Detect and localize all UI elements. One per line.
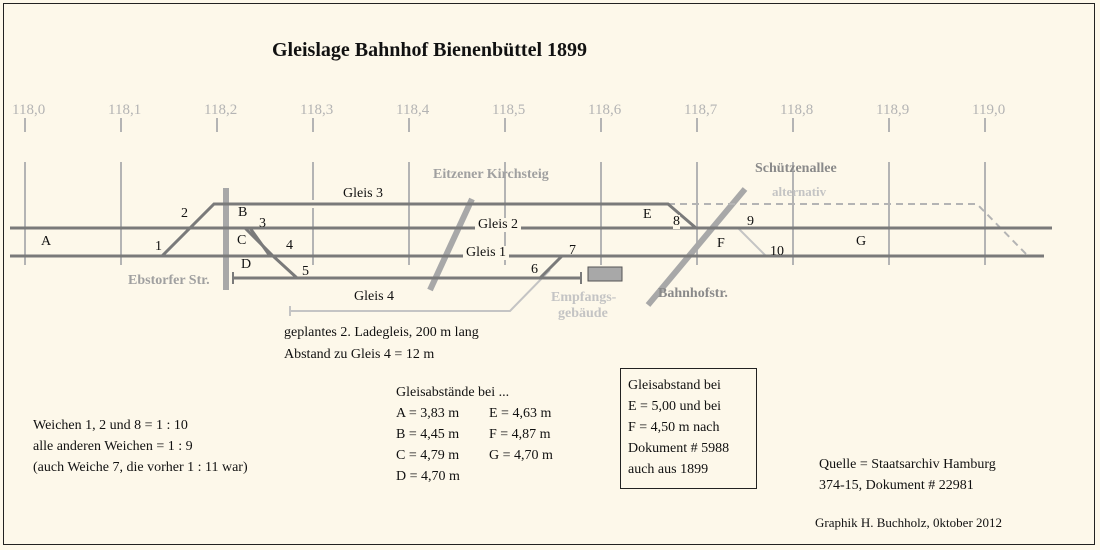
gleis-4-label: Gleis 4 [354,289,395,304]
road-label-bahnhofstr: Bahnhofstr. [658,286,728,301]
abstaende-heading: Gleisabstände bei ... [396,385,510,400]
credit: Graphik H. Buchholz, 0ktober 2012 [815,515,1003,530]
km-label: 118,8 [780,102,814,118]
source-line1: Quelle = Staatsarchiv Hamburg [819,457,996,472]
switch-number: 8 [673,214,680,229]
switch-number: 1 [155,239,162,254]
gleis-4-line [245,228,580,278]
abstand-b: B = 4,45 m [396,427,460,442]
switch-number: 5 [302,264,309,279]
alternative-connector [738,228,766,256]
km-label: 118,9 [876,102,910,118]
gleis-3-label: Gleis 3 [340,187,386,201]
switch-number: 6 [531,262,538,277]
gleis-2-label: Gleis 2 [475,218,521,232]
empfang-label-1: Empfangs- [551,290,617,305]
km-label: 118,4 [396,102,430,118]
road-label-eitzener: Eitzener Kirchsteig [433,167,549,182]
road-label-alternativ: alternativ [772,184,827,199]
distance-letter: F [717,236,725,251]
km-label: 118,6 [588,102,622,118]
crossover-c [250,228,270,256]
abstand-e: E = 4,63 m [489,406,552,421]
road-label-ebstorfer: Ebstorfer Str. [128,273,210,288]
planned-ladegleis [290,270,550,311]
page-title: Gleislage Bahnhof Bienenbüttel 1899 [272,39,588,61]
km-label: 118,0 [12,102,46,118]
box-line2: E = 5,00 und bei [628,399,722,414]
switch-number: 4 [286,238,293,253]
weichen-line1: Weichen 1, 2 und 8 = 1 : 10 [33,418,188,433]
km-label: 118,7 [684,102,718,118]
switch-number: 3 [259,216,266,231]
abstand-note-box [620,368,757,489]
switch-number: 10 [770,244,784,259]
switch-number: 2 [181,206,188,221]
distance-letter: A [41,234,52,249]
box-line4: Dokument # 5988 [628,441,730,456]
km-label: 118,1 [108,102,142,118]
empfang-label-2: gebäude [558,306,608,321]
source-line2: 374-15, Dokument # 22981 [819,478,974,493]
distance-letter: C [237,233,247,248]
distance-letter: B [238,205,248,220]
switch-number: 9 [747,214,754,229]
distance-letter: G [856,234,867,249]
station-building [588,267,622,281]
km-label: 119,0 [972,102,1006,118]
switch-number: 7 [569,243,576,258]
abstand-d: D = 4,70 m [396,469,460,484]
road-label-schuetzen: Schützenallee [755,161,837,176]
box-line3: F = 4,50 m nach [628,420,720,435]
abstand-a: A = 3,83 m [396,406,460,421]
gleis-1-label: Gleis 1 [463,246,509,260]
abstand-c: C = 4,79 m [396,448,460,463]
km-label: 118,3 [300,102,334,118]
weichen-line3: (auch Weiche 7, die vorher 1 : 11 war) [33,460,248,475]
planned-note-line2: Abstand zu Gleis 4 = 12 m [284,347,435,362]
km-label: 118,5 [492,102,526,118]
km-label: 118,2 [204,102,238,118]
distance-letter: D [241,257,252,272]
planned-note-line1: geplantes 2. Ladegleis, 200 m lang [284,325,479,340]
weichen-line2: alle anderen Weichen = 1 : 9 [33,439,193,454]
switch-7-line [540,256,562,278]
abstand-g: G = 4,70 m [489,448,553,463]
box-line1: Gleisabstand bei [628,378,721,393]
box-line5: auch aus 1899 [628,462,709,477]
distance-letter: E [643,207,652,222]
abstand-f: F = 4,87 m [489,427,551,442]
km-ticks [25,118,985,132]
